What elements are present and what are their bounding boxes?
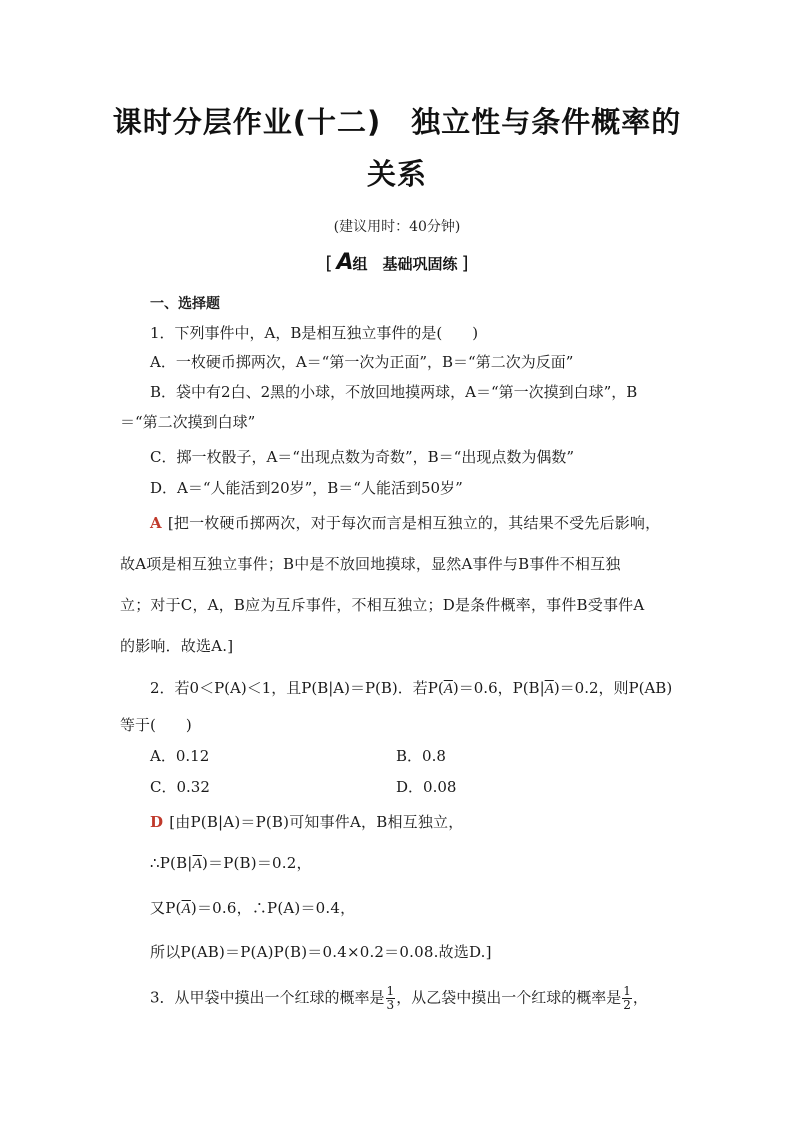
q2-answer: D [150, 813, 164, 831]
q3-fraction-1 [386, 985, 396, 1012]
q3-fraction-2 [622, 985, 632, 1012]
q1-option-d: D．A＝“人能活到20岁”，B＝“人能活到50岁” [150, 479, 463, 497]
q1-explanation-line3: 立；对于C，A，B应为互斥事件，不相互独立；D是条件概率，事件B受事件A [120, 596, 645, 614]
q2-stem-part3: )＝0.2，则P(AB) [553, 679, 673, 697]
q2-sol3a: 又P( [150, 899, 182, 917]
group-label: 组 基础巩固练 [352, 255, 458, 273]
q3-part3: ， [632, 988, 648, 1007]
q2-sol3b: )＝0.6，∴P(A)＝0.4， [190, 899, 356, 917]
q1-exp1: [把一枚硬币掷两次，对于每次而言是相互独立的，其结果不受先后影响， [167, 514, 661, 532]
q2-option-d: D．0.08 [396, 778, 457, 796]
suggested-time: (建议用时：40分钟) [333, 219, 461, 235]
q2-option-b: B．0.8 [396, 747, 446, 765]
q1-explanation-line4: 的影响．故选A.] [120, 637, 234, 655]
q2-solution-line1 [150, 811, 463, 832]
q1-stem: 1．下列事件中，A，B是相互独立事件的是( ) [150, 324, 479, 342]
q1-answer: A [150, 514, 162, 532]
group-heading: [ A组 基础巩固练 ] [325, 250, 469, 275]
q1-option-b-line2: ＝“第二次摸到白球” [120, 413, 256, 431]
q2-stem-line2: 等于( ) [120, 716, 192, 734]
q2-stem-bar1: $\overline{A}$ [443, 681, 453, 697]
section-heading: 一、选择题 [150, 296, 220, 312]
title-part1: 课时分层作业(十二) [112, 105, 382, 139]
q1-option-c: C．掷一枚骰子，A＝“出现点数为奇数”，B＝“出现点数为偶数” [150, 448, 575, 466]
q2-stem-part1: 2．若0＜P(A)＜1，且P(B|A)＝P(B)．若P( [150, 679, 444, 697]
q2-stem-line1 [150, 677, 672, 698]
q2-stem-bar2: $\overline{A}$ [544, 681, 554, 697]
title-part2: 独立性与条件概率的 [411, 105, 682, 139]
q2-solution-line2 [150, 852, 312, 873]
q2-solution-line3 [150, 897, 355, 918]
q1-option-a: A．一枚硬币掷两次，A＝“第一次为正面”，B＝“第二次为反面” [150, 353, 574, 371]
q2-option-a: A．0.12 [150, 747, 210, 765]
q1-explanation-line1 [150, 512, 660, 533]
q3-part1: 3．从甲袋中摸出一个红球的概率是 [150, 988, 385, 1007]
group-letter: A [336, 250, 353, 275]
q3-stem [150, 985, 648, 1012]
q2-stem-part2: )＝0.6，P(B| [452, 679, 545, 697]
page-title [0, 100, 794, 141]
q2-sol3-bar: $\overline{A}$ [181, 901, 191, 917]
q3-frac2-num: 1 [623, 984, 631, 998]
q2-sol1: [由P(B|A)＝P(B)可知事件A，B相互独立， [169, 813, 464, 831]
q2-sol2b: )＝P(B)＝0.2， [201, 854, 312, 872]
q2-sol2a: ∴P(B| [150, 854, 193, 872]
q1-explanation-line2: 故A项是相互独立事件；B中是不放回地摸球，显然A事件与B事件不相互独 [120, 555, 621, 573]
page-title-line2: 关系 [366, 157, 427, 191]
q2-sol2-bar: $\overline{A}$ [192, 856, 202, 872]
q2-solution-line4: 所以P(AB)＝P(A)P(B)＝0.4×0.2＝0.08.故选D.] [150, 943, 492, 961]
q3-frac1-den: 3 [386, 998, 395, 1012]
q2-option-c: C．0.32 [150, 778, 210, 796]
q1-option-b-line1: B．袋中有2白、2黑的小球，不放回地摸两球，A＝“第一次摸到白球”，B [150, 383, 638, 401]
q3-part2: ，从乙袋中摸出一个红球的概率是 [396, 988, 622, 1007]
q3-frac2-den: 2 [623, 998, 631, 1012]
q3-frac1-num: 1 [386, 984, 395, 998]
